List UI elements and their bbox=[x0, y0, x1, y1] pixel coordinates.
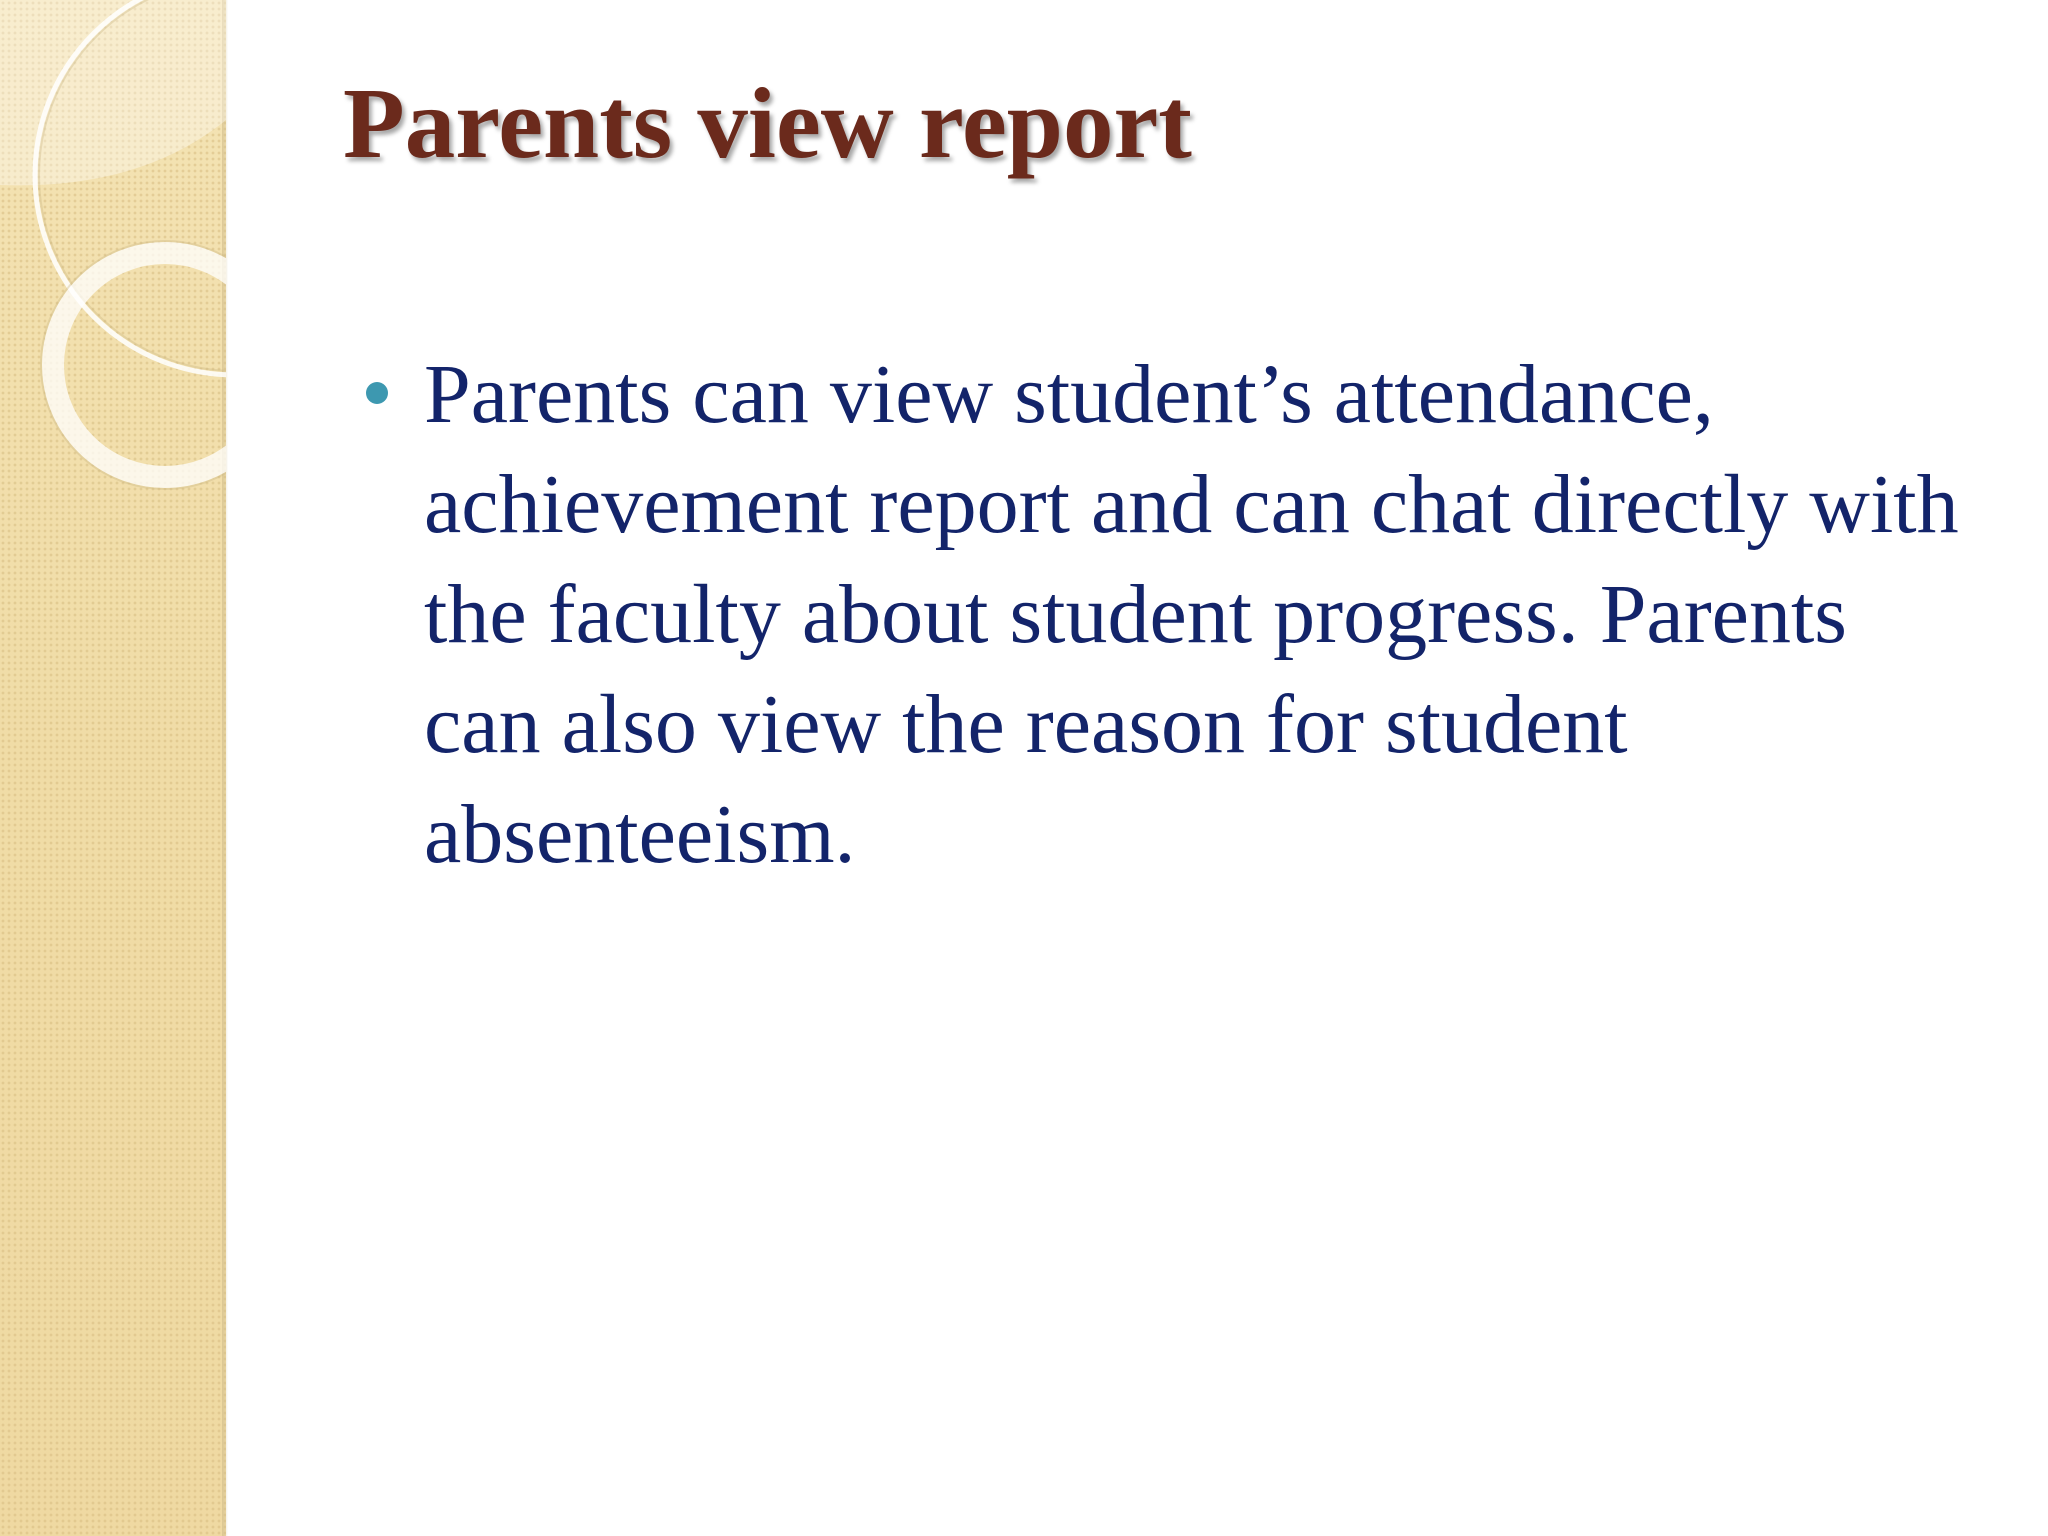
bullet-item bbox=[366, 340, 1966, 890]
bullet-dot-icon bbox=[366, 382, 388, 404]
decorative-rings-icon bbox=[0, 0, 226, 520]
slide-title: Parents view report bbox=[343, 67, 1192, 179]
bullet-text: Parents can view student’s attendance, achievement report and can chat directly with the faculty about student progress. Parents can also view the reason for student absenteeism. bbox=[424, 348, 1959, 881]
bullet-list bbox=[366, 340, 1966, 890]
